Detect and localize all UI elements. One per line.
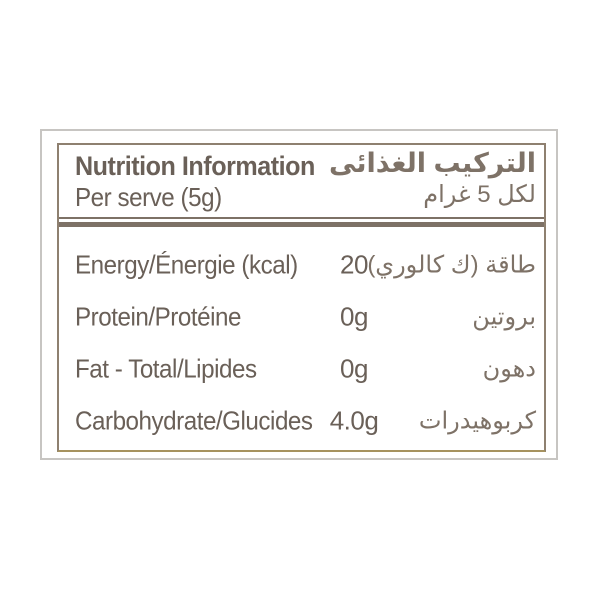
- serving-size-arabic: لكل 5 غرام: [423, 181, 536, 208]
- serving-size-english: Per serve (5g): [75, 182, 222, 212]
- nutrient-value: 0g: [340, 301, 368, 332]
- nutrient-name-english: Carbohydrate/Glucides: [75, 405, 313, 436]
- nutrient-name-english: Fat - Total/Lipides: [75, 353, 257, 384]
- header-divider-rule: [59, 217, 544, 227]
- nutrient-name-english: Protein/Protéine: [75, 301, 241, 332]
- table-row-energy: [59, 240, 544, 290]
- nutrition-title-arabic: التركيب الغذائى: [329, 148, 536, 178]
- nutrient-name-english: Energy/Énergie (kcal): [75, 249, 298, 280]
- nutrition-table-box: [57, 143, 546, 452]
- header-arabic: [329, 147, 536, 210]
- table-row-protein: [59, 292, 544, 342]
- nutrient-name-arabic: كربوهيدرات: [418, 407, 536, 435]
- table-row-fat: [59, 344, 544, 394]
- nutrient-name-arabic: بروتين: [472, 303, 536, 331]
- nutrient-value: 4.0g: [329, 405, 379, 436]
- nutrition-label: [40, 129, 558, 460]
- table-row-carbohydrate: [59, 396, 544, 446]
- header-english: [75, 150, 315, 213]
- nutrient-name-arabic: دهون: [482, 355, 536, 383]
- nutrient-value: 20: [340, 249, 368, 280]
- nutrient-value: 0g: [340, 353, 368, 384]
- nutrition-title-english: Nutrition Information: [75, 151, 315, 181]
- nutrient-name-arabic: طاقة (ك كالوري): [367, 251, 536, 279]
